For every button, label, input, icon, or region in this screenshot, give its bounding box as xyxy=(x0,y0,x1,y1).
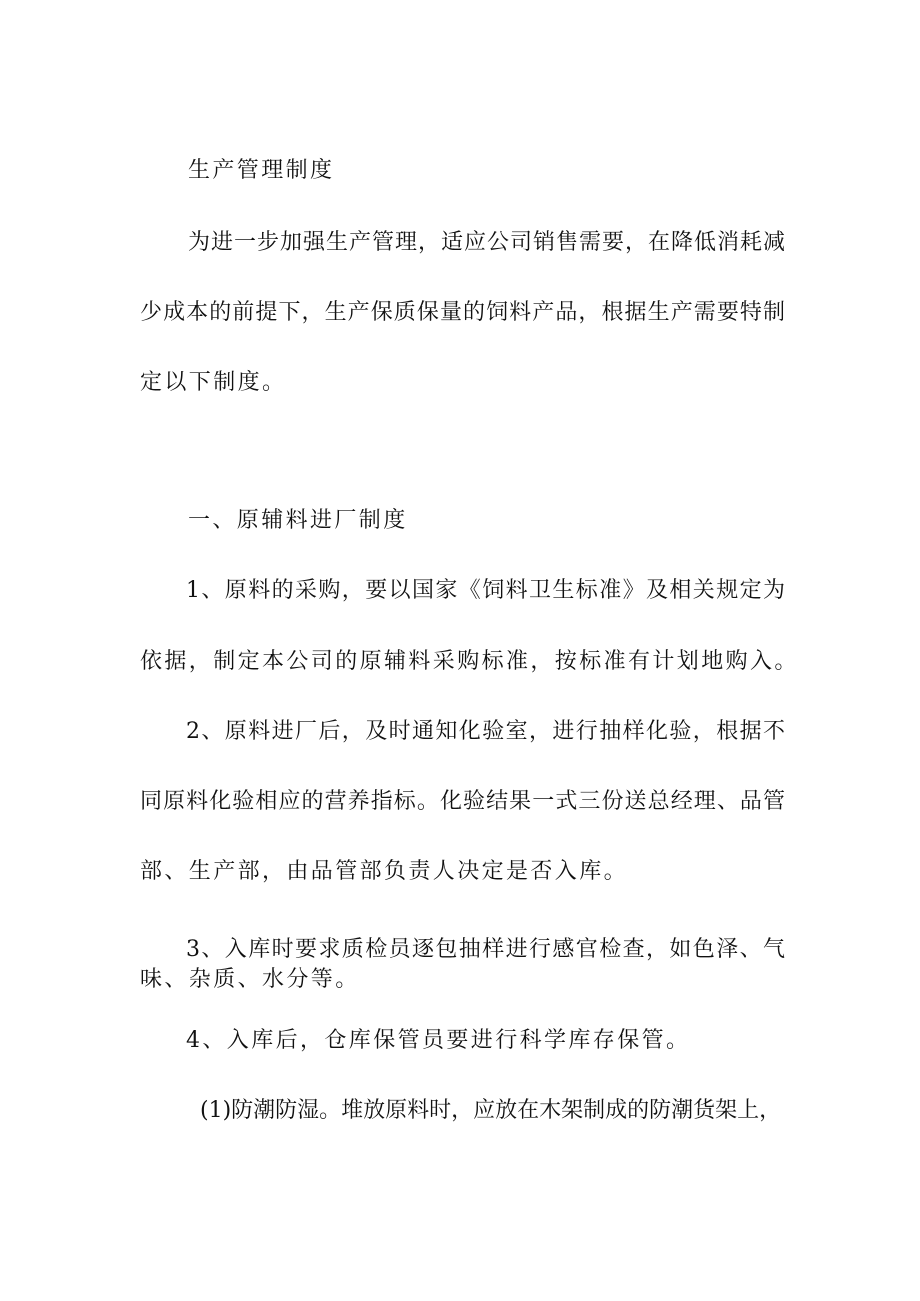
item-4-sub-1: (1)防潮防湿。堆放原料时，应放在木架制成的防潮货架上， xyxy=(200,1098,782,1123)
item-1-line-2: 依据，制定本公司的原辅料采购标准，按标准有计划地购入。 xyxy=(140,649,799,674)
item-3-line-2: 味、杂质、水分等。 xyxy=(140,967,360,992)
item-2-line-2: 同原料化验相应的营养指标。化验结果一式三份送总经理、品管 xyxy=(140,789,785,814)
item-4: 4、入库后，仓库保管员要进行科学库存保管。 xyxy=(186,1028,691,1053)
intro-line-1: 为进一步加强生产管理，适应公司销售需要，在降低消耗减 xyxy=(188,230,785,255)
section-heading: 一、原辅料进厂制度 xyxy=(188,508,408,533)
item-3-line-1: 3、入库时要求质检员逐包抽样进行感官检查，如色泽、气 xyxy=(186,937,785,962)
item-1-line-1: 1、原料的采购，要以国家《饲料卫生标准》及相关规定为 xyxy=(186,578,785,603)
item-2-line-3: 部、生产部，由品管部负责人决定是否入库。 xyxy=(140,859,629,884)
item-2-line-1: 2、原料进厂后，及时通知化验室，进行抽样化验，根据不 xyxy=(186,719,785,744)
intro-line-2: 少成本的前提下，生产保质保量的饲料产品，根据生产需要特制 xyxy=(140,300,785,325)
intro-line-3: 定以下制度。 xyxy=(140,370,287,395)
document-title: 生产管理制度 xyxy=(188,158,335,183)
